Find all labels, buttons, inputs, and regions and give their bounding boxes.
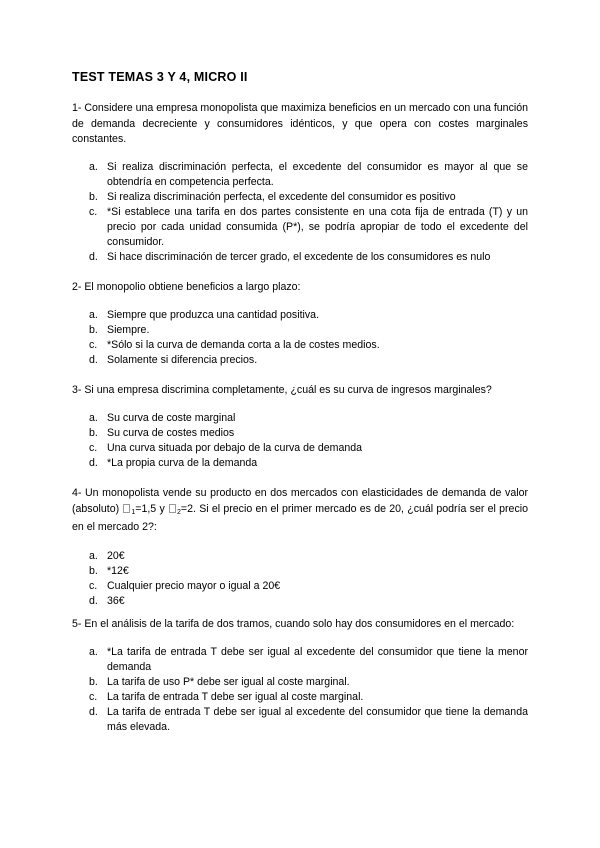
option-text: *Sólo si la curva de demanda corta a la de costes medios. [107,338,380,351]
option-label: b. [89,426,98,439]
option-item [72,308,528,323]
question-stem: 5- En el análisis de la tarifa de dos tramos, cuando solo hay dos consumidores en el mercado: [72,618,515,630]
question-stem [72,486,528,536]
option-item [72,338,528,353]
subscript: 1 [131,508,136,516]
option-label: b. [89,190,98,203]
option-text: Su curva de coste marginal [107,411,236,424]
option-item [72,456,528,471]
option-label: d. [89,705,98,718]
option-label: d. [89,456,98,469]
option-item [72,564,528,579]
subscript: 2 [177,508,181,516]
elasticity-symbol-icon [123,504,130,513]
option-item [72,594,528,609]
question-stem: 3- Si una empresa discrimina completamente, ¿cuál es su curva de ingresos marginales? [72,384,492,396]
option-text: *Si establece una tarifa en dos partes consistente en una cota fija de entrada (T) y un precio por cada unidad consumida (P*), se podría apropiar de todo el excedente del consumidor. [107,205,528,248]
stem-part: =2. Si el precio en el primer mercado es de 20, ¿cuál podría ser el precio en el mercado 2?: [72,502,528,533]
question-2 [72,280,528,368]
option-label: b. [89,323,98,336]
option-text: Siempre. [107,323,150,336]
option-text: *La tarifa de entrada T debe ser igual al excedente del consumidor que tiene la menor demanda [107,645,528,673]
options-list [72,645,528,735]
option-item [72,675,528,690]
option-label: a. [89,160,98,173]
options-list [72,308,528,368]
option-label: a. [89,411,98,424]
stem-part: =1,5 y [135,502,165,515]
option-text: Si hace discriminación de tercer grado, el excedente de los consumidores es nulo [107,250,491,263]
option-label: b. [89,675,98,688]
option-label: c. [89,579,98,592]
page-title: TEST TEMAS 3 Y 4, MICRO II [72,70,248,84]
option-label: d. [89,353,98,366]
option-text: Si realiza discriminación perfecta, el excedente del consumidor es mayor al que se obtendría en competencia perfecta. [107,160,528,188]
question-1 [72,101,528,265]
option-label: a. [89,308,98,321]
option-text: La tarifa de entrada T debe ser igual al excedente del consumidor que tiene la demanda más elevada. [107,705,528,733]
option-label: d. [89,594,98,607]
option-text: La tarifa de entrada T debe ser igual al coste marginal. [107,690,364,703]
option-item [72,411,528,426]
option-item [72,441,528,456]
option-item [72,705,528,735]
elasticity-symbol-icon [169,504,176,513]
option-item [72,323,528,338]
option-text: 36€ [107,594,125,607]
options-list [72,411,528,471]
option-label: c. [89,441,98,454]
stem-part: 4- Un monopolista vende su producto en dos mercados con elasticidades de demanda de valor (absoluto) [72,487,528,515]
option-item [72,353,528,368]
question-5 [72,617,528,735]
option-text: Su curva de costes medios [107,426,235,439]
option-label: a. [89,549,98,562]
question-4 [72,486,528,609]
option-text: *La propia curva de la demanda [107,456,258,469]
option-item [72,160,528,190]
option-label: a. [89,645,98,658]
option-text: 20€ [107,549,125,562]
question-3 [72,383,528,471]
option-item [72,690,528,705]
option-label: c. [89,690,98,703]
option-label: b. [89,564,98,577]
option-item [72,549,528,564]
option-item [72,426,528,441]
option-item [72,645,528,675]
question-stem: 1- Considere una empresa monopolista que maximiza beneficios en un mercado con una función de demanda decreciente y consumidores idénticos, y que opera con costes marginales constantes. [72,102,528,145]
option-text: La tarifa de uso P* debe ser igual al coste marginal. [107,675,350,688]
option-text: Cualquier precio mayor o igual a 20€ [107,579,281,592]
option-text: Una curva situada por debajo de la curva de demanda [107,441,363,454]
option-label: d. [89,250,98,263]
option-text: Si realiza discriminación perfecta, el excedente del consumidor es positivo [107,190,456,203]
option-label: c. [89,338,98,351]
option-item [72,250,528,265]
option-text: Solamente si diferencia precios. [107,353,258,366]
options-list [72,160,528,265]
option-item [72,205,528,250]
option-text: *12€ [107,564,129,577]
option-text: Siempre que produzca una cantidad positiva. [107,308,320,321]
option-item [72,190,528,205]
question-stem: 2- El monopolio obtiene beneficios a largo plazo: [72,281,301,293]
options-list [72,549,528,609]
option-item [72,579,528,594]
option-label: c. [89,205,98,218]
